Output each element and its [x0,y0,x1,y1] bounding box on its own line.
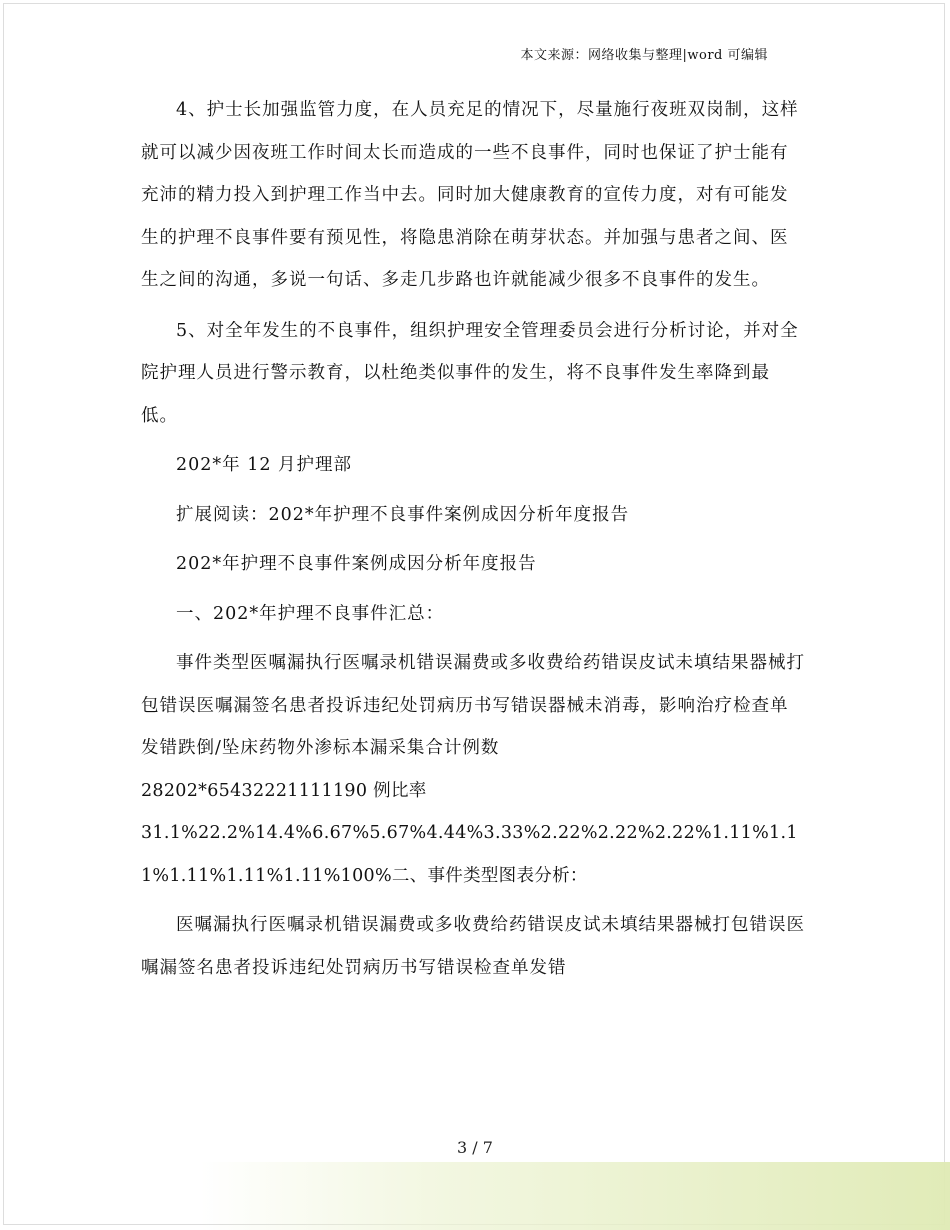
document-body [141,89,806,989]
paragraph-item-5: 5、对全年发生的不良事件，组织护理安全管理委员会进行分析讨论，并对全院护理人员进行警示教育，以杜绝类似事件的发生，将不良事件发生率降到最低。 [141,320,799,426]
event-types-paragraph: 事件类型医嘱漏执行医嘱录机错误漏费或多收费给药错误皮试未填结果器械打包错误医嘱漏签名患者投诉违纪处罚病历书写错误器械未消毒，影响治疗检查单发错跌倒/坠床药物外渗标本漏采集合计例数 [141,653,805,758]
section-heading-summary: 一、202*年护理不良事件汇总： [176,603,445,624]
chart-categories-paragraph: 医嘱漏执行医嘱录机错误漏费或多收费给药错误皮试未填结果器械打包错误医嘱漏签名患者投诉违纪处罚病历书写错误检查单发错 [141,915,805,978]
ratio-values-line: 31.1%22.2%14.4%6.67%5.67%4.44%3.33%2.22%2.22%2.22%1.11%1.11%1.11%1.11%1.11%100%二、事件类型图表分析： [141,823,798,886]
page-number: 3 / 7 [457,1138,493,1157]
header-source-note: 本文来源：网络收集与整理|word 可编辑 [520,48,768,63]
case-counts-line: 28202*65432221111190 例比率 [141,780,427,801]
report-title: 202*年护理不良事件案例成因分析年度报告 [176,554,537,574]
signature-line: 202*年 12 月护理部 [176,455,353,475]
paragraph-item-4: 4、护士长加强监管力度，在人员充足的情况下，尽量施行夜班双岗制，这样就可以减少因夜班工作时间太长而造成的一些不良事件，同时也保证了护士能有充沛的精力投入到护理工作当中去。同时加大健康教育的宣传力度，对有可能发生的护理不良事件要有预见性，将隐患消除在萌芽状态。并加强与患者之间、医生之间的沟通，多说一句话、多走几步路也许就能减少很多不良事件的发生。 [141,100,799,290]
extended-reading-line: 扩展阅读：202*年护理不良事件案例成因分析年度报告 [176,504,630,525]
footer-decoration-band [200,1162,950,1230]
